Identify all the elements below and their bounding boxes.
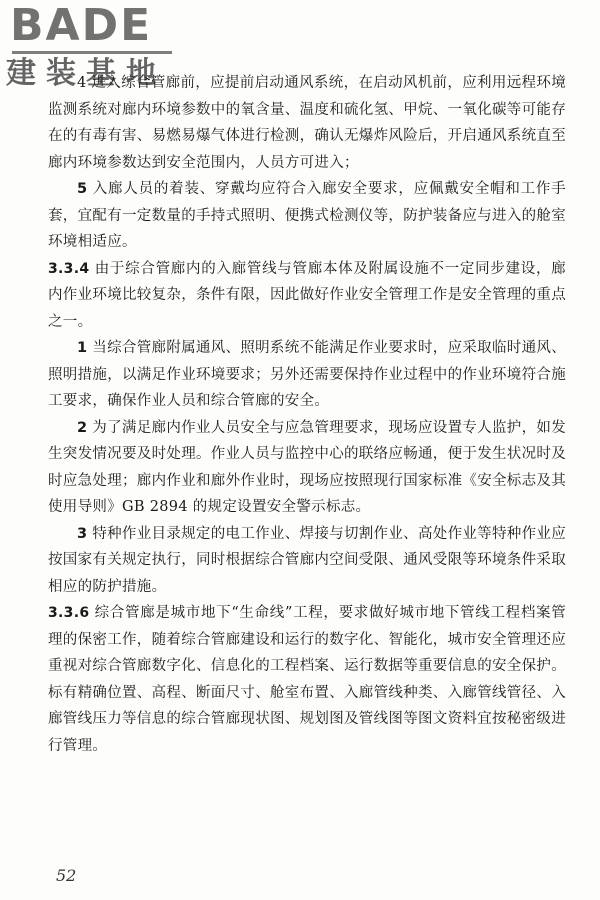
item-number: 5 (77, 181, 88, 197)
section-number: 3.3.4 (48, 260, 90, 277)
paragraph-item-2 (48, 415, 566, 521)
watermark-divider (12, 51, 172, 54)
section-3-3-6 (48, 600, 566, 759)
item-number: 2 (77, 419, 88, 436)
paragraph-item-1 (48, 335, 566, 415)
paragraph-item-5 (48, 176, 566, 256)
section-number: 3.3.6 (48, 605, 90, 621)
watermark-brand: BADE (10, 0, 153, 51)
paragraph-item-4 (48, 70, 566, 176)
item-number: 1 (77, 340, 88, 356)
watermark-subtitle: 建装基地 (6, 56, 166, 91)
paragraph-item-3 (48, 521, 566, 601)
paragraph-text: 综合管廊是城市地下“生命线”工程，要求做好城市地下管线工程档案管理的保密工作，随着综合管廊建设和运行的数字化、智能化，城市安全管理还应重视对综合管廊数字化、信息化的工程档案、运行数据等重要信息的安全保护。标有精确位置、高程、断面尺寸、舱室布置、入廊管线种类、入廊管线管径、入廊管线压力等信息的综合管廊现状图、规划图及管线图等图文资料宜按秘密级进行管理。 (48, 605, 566, 754)
paragraph-text: 4 进入综合管廊前，应提前启动通风系统，在启动风机前，应利用远程环境监测系统对廊内环境参数中的氧含量、温度和硫化氢、甲烷、一氧化碳等可能存在的有毒有害、易燃易爆气体进行检测，确认无爆炸风险后，开启通风系统直至廊内环境参数达到安全范围内，人员方可进入； (48, 75, 566, 171)
paragraph-text: 特种作业目录规定的电工作业、焊接与切割作业、高处作业等特种作业应按国家有关规定执行，同时根据综合管廊内空间受限、通风受限等环境条件采取相应的防护措施。 (48, 525, 566, 595)
paragraph-text: 入廊人员的着装、穿戴均应符合入廊安全要求，应佩戴安全帽和工作手套，宜配有一定数量的手持式照明、便携式检测仪等，防护装备应与进入的舱室环境相适应。 (48, 181, 566, 250)
section-3-3-4 (48, 256, 566, 336)
page-number: 52 (56, 866, 77, 885)
document-body (48, 70, 566, 759)
paragraph-text: 当综合管廊附属通风、照明系统不能满足作业要求时，应采取临时通风、照明措施，以满足作业环境要求；另外还需要保持作业过程中的作业环境符合施工要求，确保作业人员和综合管廊的安全。 (48, 340, 566, 409)
paragraph-text: 为了满足廊内作业人员安全与应急管理要求，现场应设置专人监护，如发生突发情况要及时处理。作业人员与监控中心的联络应畅通，便于发生状况时及时应急处理；廊内作业和廊外作业时，现场应按照现行国家标准《安全标志及其使用导则》GB 2894 的规定设置安全警示标志。 (48, 419, 566, 515)
item-number: 3 (77, 525, 88, 542)
paragraph-text: 由于综合管廊内的入廊管线与管廊本体及附属设施不一定同步建设，廊内作业环境比较复杂，条件有限，因此做好作业安全管理工作是安全管理的重点之一。 (48, 260, 566, 330)
